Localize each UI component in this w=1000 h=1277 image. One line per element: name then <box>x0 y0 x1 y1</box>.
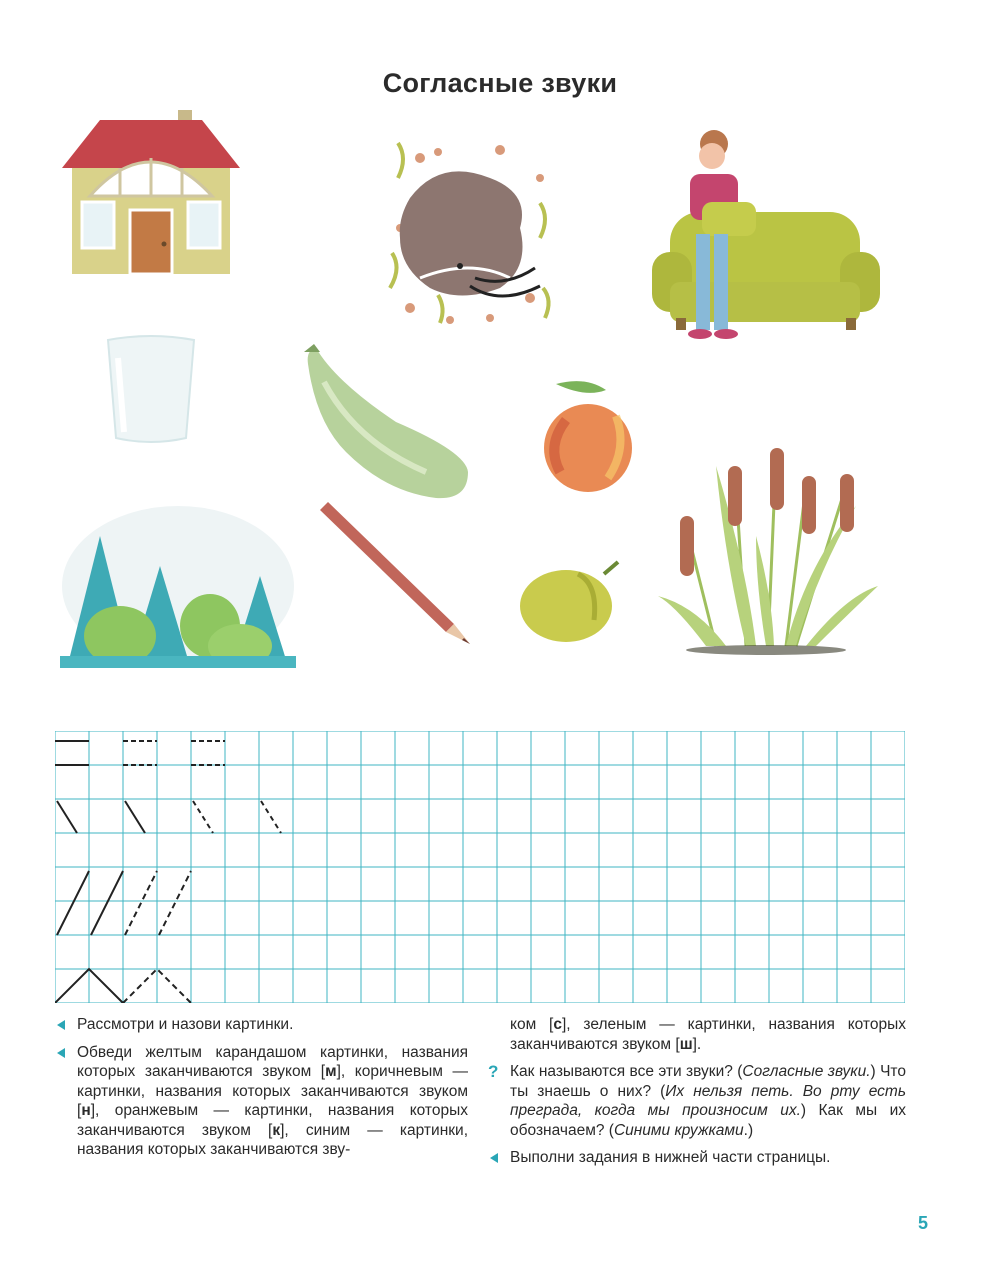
bullet-icon <box>57 1048 65 1058</box>
page-number: 5 <box>918 1213 929 1233</box>
instruction-item-2-continued: ком [с], зеленым — картинки, названия которых заканчиваются звуком [ш]. <box>510 1016 906 1053</box>
forest-icon <box>60 506 296 668</box>
instruction-item-3: Выполни задания в нижней части страницы. <box>488 1148 906 1168</box>
instructions-left <box>55 1015 468 1168</box>
question-item: ? Как называются все эти звуки? (Согласные звуки.) Что ты знаешь о них? (Их нельзя петь. Во рту есть преграда, когда мы произносим их.) Как мы их обозначаем? (Синими кружками.) <box>488 1062 907 1139</box>
house-icon <box>60 108 242 276</box>
zucchini-icon <box>296 342 476 502</box>
catfish-icon <box>380 138 560 328</box>
plum-icon <box>518 560 622 644</box>
glass-icon <box>104 334 198 446</box>
peach-icon <box>536 376 640 494</box>
instruction-item-1: Рассмотри и назови картинки. <box>55 1015 468 1035</box>
instructions-right <box>488 1015 906 1176</box>
bullet-icon <box>57 1020 65 1030</box>
question-mark-icon: ? <box>488 1062 499 1081</box>
bullet-icon <box>490 1153 498 1163</box>
page-title: Согласные звуки <box>382 68 618 98</box>
pencil-icon <box>314 500 474 646</box>
instruction-item-2: Обведи желтым карандашом картинки, названия которых заканчиваются звуком [м], коричневым — картинки, названия которых заканчиваются звуком [н], оранжевым — картинки, названия которых заканчиваются звуком [к], синим — картинки, названия которых заканчиваются зву- <box>55 1043 468 1160</box>
woman-with-sofa-icon <box>650 122 882 344</box>
reeds-icon <box>656 446 880 656</box>
writing-grid <box>55 731 905 1003</box>
